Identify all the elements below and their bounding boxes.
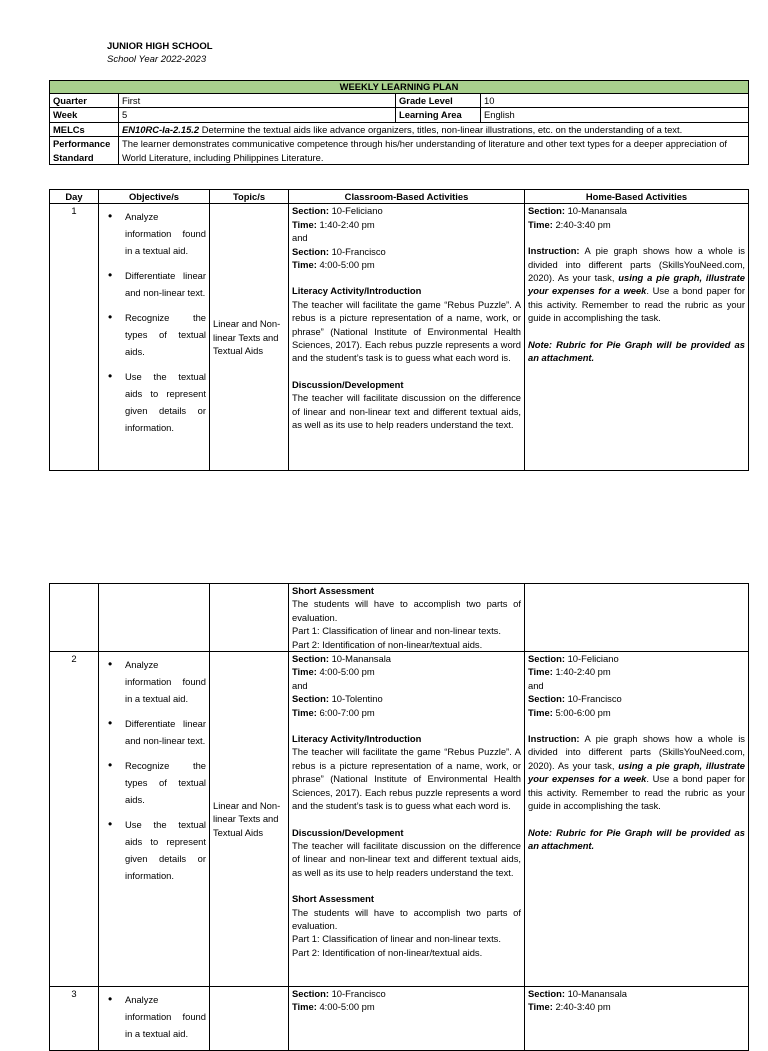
week-label: Week — [50, 108, 119, 122]
time-value: 4:00-5:00 pm — [316, 666, 375, 678]
time-label: Time: — [528, 218, 553, 230]
section-value: 10-Francisco — [328, 988, 386, 1000]
literacy-heading: Literacy Activity/Introduction — [292, 733, 422, 745]
literacy-text: The teacher will facilitate the game “Rebus Puzzle”. A rebus is a picture representation of a name, work, or phrase” (National Institute of Environmental Health Sciences, 2017). Each rebus puzzle represents a word and the student’s task is to guess what each word is. — [292, 298, 521, 364]
and-text: and — [528, 679, 544, 691]
instruction-emphasis: using a pie graph, illustrate your expenses for a week — [528, 759, 745, 785]
section-label: Section: — [292, 653, 329, 665]
day-number: 3 — [50, 987, 99, 1051]
section-label: Section: — [528, 693, 565, 705]
col-topics: Topic/s — [210, 190, 289, 204]
table-row — [50, 204, 749, 471]
classroom-activities-cell — [289, 987, 525, 1051]
table-row — [50, 987, 749, 1051]
time-label: Time: — [528, 706, 553, 718]
melcs-code: EN10RC-Ia-2.15.2 — [122, 123, 200, 135]
performance-standard-value: The learner demonstrates communicative competence through his/her understanding of literature and other text types for a deeper appreciation of World Literature, including Philippines Literature. — [119, 137, 749, 165]
time-label: Time: — [292, 666, 317, 678]
objectives-cell — [99, 652, 210, 987]
assessment-part2: Part 2: Identification of non-linear/textual aids. — [292, 946, 483, 958]
objective-item: • Recognize the types of textual aids. — [125, 309, 206, 360]
col-classroom: Classroom-Based Activities — [289, 190, 525, 204]
instruction-text: . Use a bond paper for this activity. Remember to read the rubric as your guide in accomplishing the task. — [528, 773, 745, 812]
instruction-text: A pie graph shows how a whole is divided into different parts (SkillsYouNeed.com, 2020). As your task, — [528, 733, 745, 771]
and-text: and — [292, 232, 308, 244]
time-value: 2:40-3:40 pm — [552, 1001, 611, 1013]
time-label: Time: — [292, 1001, 317, 1013]
time-value: 1:40-2:40 pm — [316, 218, 375, 230]
assessment-text: The students will have to accomplish two parts of evaluation. — [292, 598, 521, 623]
time-label: Time: — [292, 218, 317, 230]
instruction-label: Instruction: — [528, 733, 580, 745]
quarter-value: First — [119, 94, 396, 108]
section-value: 10-Manansala — [328, 653, 392, 665]
discussion-heading: Discussion/Development — [292, 826, 404, 838]
section-value: 10-Feliciano — [328, 205, 383, 217]
time-label: Time: — [292, 706, 317, 718]
quarter-label: Quarter — [50, 94, 119, 108]
and-text: and — [292, 679, 308, 691]
objective-item: • Analyze information found in a textual aid. — [125, 656, 206, 707]
home-activities-cell — [525, 987, 749, 1051]
section-label: Section: — [292, 245, 329, 257]
assessment-text: The students will have to accomplish two parts of evaluation. — [292, 906, 521, 931]
table-row — [50, 652, 749, 987]
topic-cell: Linear and Non-linear Texts and Textual Aids — [210, 204, 289, 471]
assessment-part1: Part 1: Classification of linear and non-linear texts. — [292, 933, 501, 945]
activities-table-page1 — [49, 189, 749, 471]
plan-title: WEEKLY LEARNING PLAN — [50, 81, 749, 94]
section-value: 10-Feliciano — [564, 653, 619, 665]
objective-item: • Differentiate linear and non-linear text. — [125, 267, 206, 301]
rubric-note: Note: Rubric for Pie Graph will be provided as an attachment. — [528, 826, 745, 851]
objectives-cell — [99, 987, 210, 1051]
time-value: 1:40-2:40 pm — [552, 666, 611, 678]
grade-value: 10 — [481, 94, 749, 108]
section-label: Section: — [528, 653, 565, 665]
document-header — [107, 40, 213, 66]
home-instruction — [528, 244, 745, 324]
instruction-label: Instruction: — [528, 245, 580, 257]
objective-item: • Analyze information found in a textual aid. — [125, 208, 206, 259]
assessment-part1: Part 1: Classification of linear and non-linear texts. — [292, 625, 501, 637]
area-label: Learning Area — [396, 108, 481, 122]
discussion-text: The teacher will facilitate discussion on the difference of linear and non-linear text and different textual aids, as well as its use to help readers understand the text. — [292, 839, 521, 878]
instruction-text: A pie graph shows how a whole is divided into different parts (SkillsYouNeed.com, 2020). As your task, — [528, 245, 745, 284]
area-value: English — [481, 108, 749, 122]
melcs-label: MELCs — [50, 122, 119, 136]
col-objectives: Objective/s — [99, 190, 210, 204]
objective-item: • Recognize the types of textual aids. — [125, 757, 206, 808]
section-label: Section: — [528, 988, 565, 1000]
topic-cell: Linear and Non-linear Texts and Textual Aids — [210, 652, 289, 987]
section-value: 10-Francisco — [564, 693, 622, 705]
section-value: 10-Manansala — [564, 988, 628, 1000]
assessment-heading: Short Assessment — [292, 585, 374, 596]
instruction-emphasis: using a pie graph, illustrate your expenses for a week — [528, 272, 745, 297]
time-value: 2:40-3:40 pm — [552, 218, 611, 230]
section-label: Section: — [292, 205, 329, 217]
time-label: Time: — [528, 1001, 553, 1013]
objectives-cell — [99, 204, 210, 471]
grade-label: Grade Level — [396, 94, 481, 108]
activities-table-page2 — [49, 583, 749, 1051]
week-value: 5 — [119, 108, 396, 122]
literacy-heading: Literacy Activity/Introduction — [292, 285, 422, 297]
assessment-heading: Short Assessment — [292, 893, 374, 905]
literacy-text: The teacher will facilitate the game “Rebus Puzzle”. A rebus is a picture representation of a name, work, or phrase” (National Institute of Environmental Health Sciences, 2017). Each rebus puzzle represents a word and the student’s task is to guess what each word is. — [292, 746, 521, 812]
section-value: 10-Francisco — [328, 245, 386, 257]
time-value: 4:00-5:00 pm — [316, 259, 375, 271]
objective-item: • Analyze information found in a textual aid. — [125, 991, 206, 1042]
section-label: Section: — [292, 693, 329, 705]
discussion-heading: Discussion/Development — [292, 378, 404, 390]
home-instruction — [528, 732, 745, 812]
table-row — [50, 584, 749, 652]
classroom-activities-cell — [289, 584, 525, 652]
classroom-activities-cell — [289, 204, 525, 471]
day-number: 2 — [50, 652, 99, 987]
time-value: 6:00-7:00 pm — [316, 706, 375, 718]
discussion-text: The teacher will facilitate discussion on the difference of linear and non-linear text and different textual aids, as well as its use to help readers understand the text. — [292, 392, 521, 431]
time-label: Time: — [528, 666, 553, 678]
melcs-value — [119, 122, 749, 136]
school-year: School Year 2022-2023 — [107, 54, 207, 65]
objective-item: • Differentiate linear and non-linear text. — [125, 715, 206, 749]
col-home: Home-Based Activities — [525, 190, 749, 204]
home-activities-cell — [525, 652, 749, 987]
objective-item: • Use the textual aids to represent given details or information. — [125, 816, 206, 884]
time-label: Time: — [292, 259, 317, 271]
time-value: 5:00-6:00 pm — [552, 706, 611, 718]
performance-standard-label: Performance Standard — [50, 137, 119, 165]
weekly-plan-info-table — [49, 80, 749, 165]
section-label: Section: — [292, 988, 329, 1000]
time-value: 4:00-5:00 pm — [316, 1001, 375, 1013]
section-value: 10-Tolentino — [328, 693, 383, 705]
classroom-activities-cell — [289, 652, 525, 987]
objective-item: • Use the textual aids to represent given details or information. — [125, 368, 206, 436]
col-day: Day — [50, 190, 99, 204]
school-name: JUNIOR HIGH SCHOOL — [107, 41, 213, 52]
assessment-part2: Part 2: Identification of non-linear/textual aids. — [292, 638, 483, 650]
melcs-text: Determine the textual aids like advance organizers, titles, non-linear illustrations, etc. on the understanding of a text. — [199, 123, 683, 135]
section-label: Section: — [528, 205, 565, 217]
rubric-note: Note: Rubric for Pie Graph will be provided as an attachment. — [528, 338, 745, 364]
home-activities-cell — [525, 204, 749, 471]
section-value: 10-Manansala — [564, 205, 628, 217]
instruction-text: . Use a bond paper for this activity. Remember to read the rubric as your guide in accomplishing the task. — [528, 285, 745, 324]
day-number: 1 — [50, 204, 99, 471]
